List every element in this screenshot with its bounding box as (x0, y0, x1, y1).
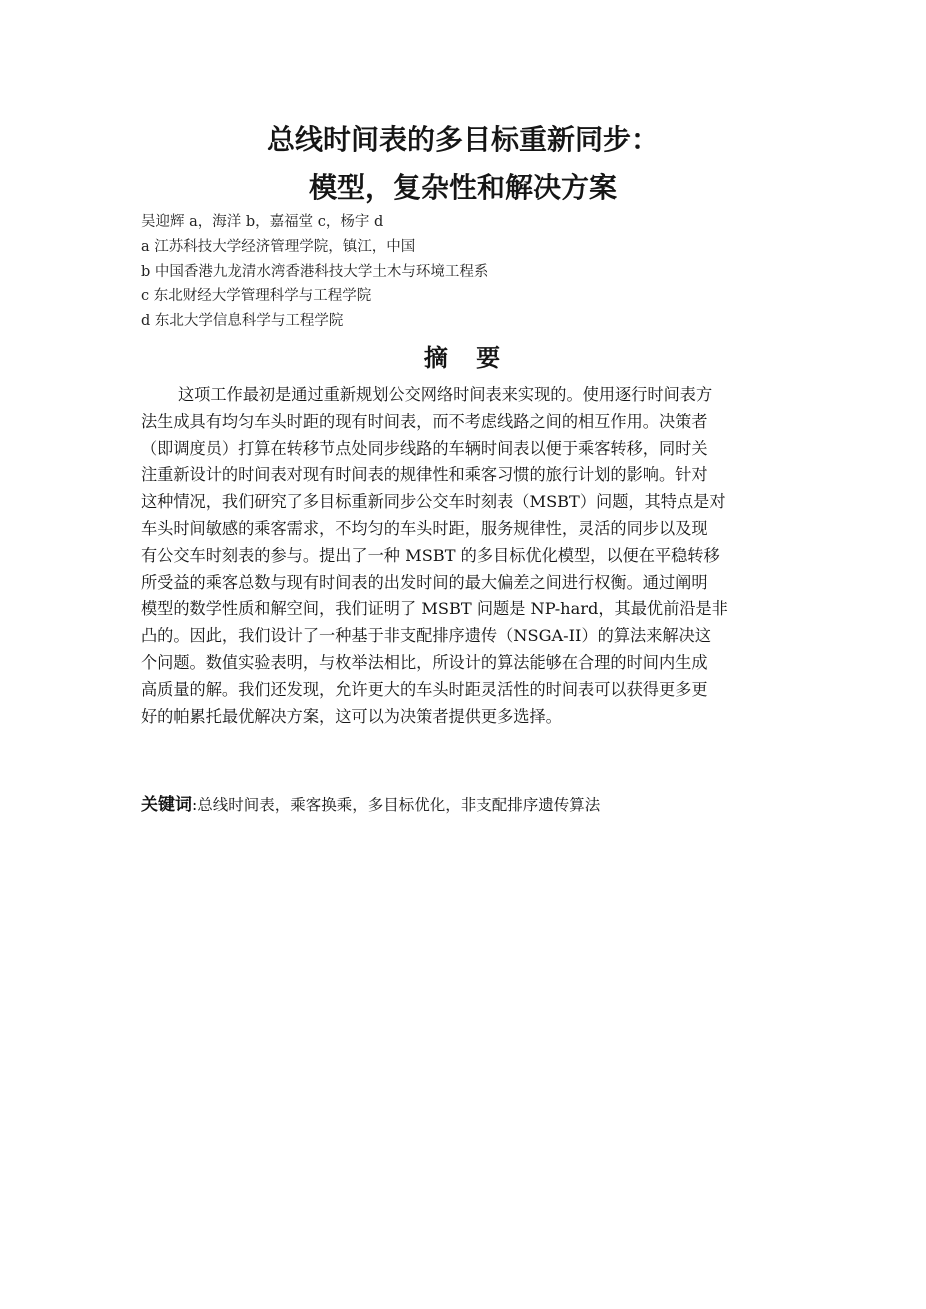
affiliation-a: a 江苏科技大学经济管理学院，镇江，中国 (141, 238, 416, 255)
abstract-line: 这项工作最初是通过重新规划公交网络时间表来实现的。使用逐行时间表方 (178, 385, 713, 404)
affiliation-d: d 东北大学信息科学与工程学院 (141, 313, 344, 330)
affiliation-c: c 东北财经大学管理科学与工程学院 (141, 288, 372, 305)
affiliation-b: b 中国香港九龙清水湾香港科技大学土木与环境工程系 (141, 263, 489, 280)
abstract-line: 有公交车时刻表的参与。提出了一种 MSBT 的多目标优化模型，以便在平稳转移 (141, 545, 720, 565)
keywords-label: 关键词 (141, 795, 192, 815)
paper-title-line-2: 模型，复杂性和解决方案 (308, 171, 617, 204)
abstract-line: 好的帕累托最优解决方案，这可以为决策者提供更多选择。 (141, 706, 562, 726)
abstract-line: 个问题。数值实验表明，与枚举法相比，所设计的算法能够在合理的时间内生成 (141, 652, 708, 672)
abstract-body (141, 382, 787, 730)
abstract-line: 模型的数学性质和解空间，我们证明了 MSBT 问题是 NP-hard，其最优前沿是非 (141, 599, 728, 619)
author-list: 吴迎辉 a，海洋 b，嘉福堂 c，杨宇 d (141, 214, 384, 230)
paper-title-line-1: 总线时间表的多目标重新同步： (266, 123, 659, 156)
author-block (141, 210, 488, 334)
abstract-line: 法生成具有均匀车头时距的现有时间表，而不考虑线路之间的相互作用。决策者 (141, 411, 708, 431)
abstract-line: 所受益的乘客总数与现有时间表的出发时间的最大偏差之间进行权衡。通过阐明 (141, 572, 708, 592)
keywords-separator: : (192, 796, 198, 814)
abstract-line: 凸的。因此，我们设计了一种基于非支配排序遗传（NSGA-II）的算法来解决这 (141, 626, 711, 646)
abstract-heading: 摘 要 (423, 344, 511, 372)
abstract-line: 高质量的解。我们还发现，允许更大的车头时距灵活性的时间表可以获得更多更 (141, 679, 708, 699)
abstract-line: 车头时间敏感的乘客需求，不均匀的车头时距，服务规律性，灵活的同步以及现 (141, 518, 708, 538)
keywords-text: 总线时间表，乘客换乘，多目标优化，非支配排序遗传算法 (197, 796, 601, 814)
keywords-line (141, 790, 600, 815)
abstract-line: 注重新设计的时间表对现有时间表的规律性和乘客习惯的旅行计划的影响。针对 (141, 465, 708, 485)
abstract-line: （即调度员）打算在转移节点处同步线路的车辆时间表以便于乘客转移，同时关 (141, 438, 708, 458)
abstract-line: 这种情况，我们研究了多目标重新同步公交车时刻表（MSBT）问题，其特点是对 (141, 492, 726, 512)
